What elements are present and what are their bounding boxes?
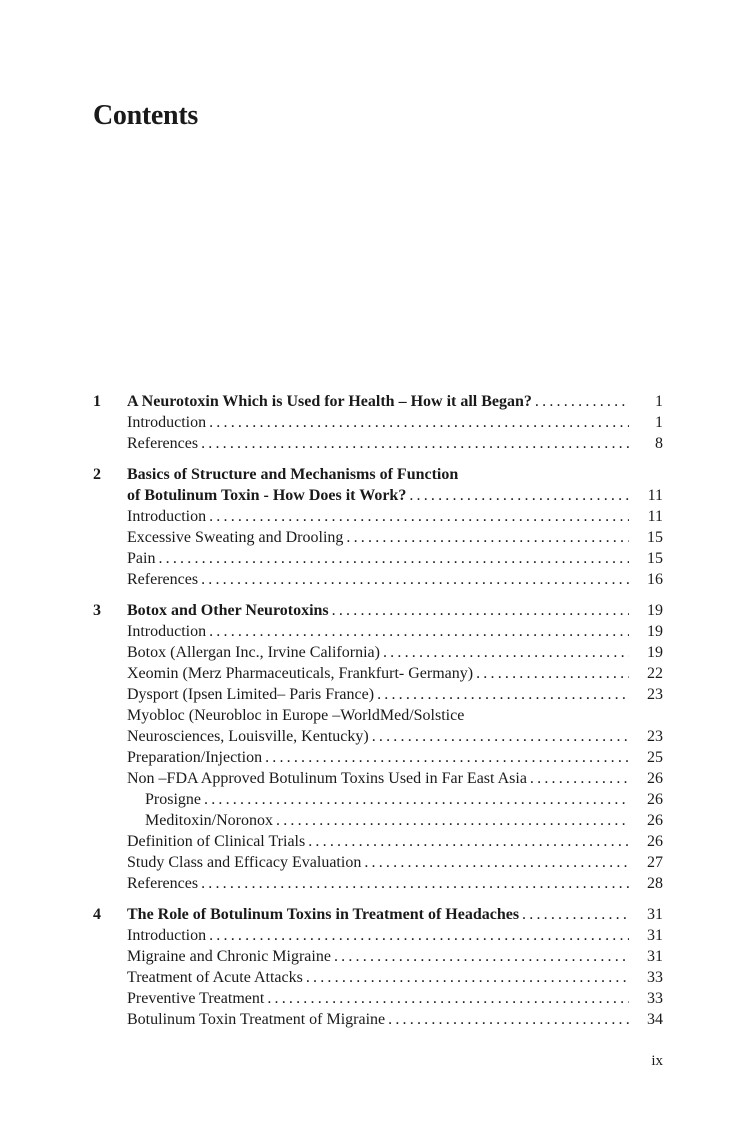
page-title: Contents [93, 100, 198, 131]
toc-entry-title: of Botulinum Toxin - How Does it Work? [127, 487, 407, 504]
toc-entry[interactable] [93, 527, 663, 548]
toc-entry-page: 15 [647, 550, 663, 567]
toc-entry[interactable] [93, 726, 663, 747]
toc-entry-title: Xeomin (Merz Pharmaceuticals, Frankfurt- Germany) [127, 665, 474, 682]
toc-entry[interactable] [93, 747, 663, 768]
toc-entry-title: Pain [127, 550, 156, 567]
toc-entry-page: 27 [647, 854, 663, 871]
toc-entry[interactable] [93, 967, 663, 988]
toc-entry-title: Excessive Sweating and Drooling [127, 529, 344, 546]
toc-entry-page: 11 [647, 487, 663, 504]
toc-entry-page: 22 [647, 665, 663, 682]
dot-leader [464, 705, 629, 726]
toc-entry-title: References [127, 435, 199, 452]
toc-chapter [93, 464, 663, 590]
toc-entry[interactable] [93, 433, 663, 454]
dot-leader [361, 852, 629, 873]
toc-entry[interactable] [93, 663, 663, 684]
toc-entry-title: Preventive Treatment [127, 990, 265, 1007]
toc-entry-title: Definition of Clinical Trials [127, 833, 306, 850]
dot-leader [519, 904, 629, 925]
toc-entry[interactable] [93, 852, 663, 873]
dot-leader [262, 747, 629, 768]
dot-leader [206, 412, 629, 433]
dot-leader [329, 600, 629, 621]
toc-entry-page: 11 [647, 508, 663, 525]
toc-entry-page [629, 705, 663, 726]
toc-entry[interactable] [93, 621, 663, 642]
toc-entry-title: Basics of Structure and Mechanisms of Function [127, 466, 459, 483]
dot-leader [380, 642, 629, 663]
toc-entry[interactable] [93, 391, 663, 412]
toc-entry-title: Introduction [127, 623, 207, 640]
dot-leader [198, 433, 629, 454]
dot-leader [331, 946, 629, 967]
dot-leader [374, 684, 629, 705]
dot-leader [532, 391, 629, 412]
toc-entry-title: Introduction [127, 508, 207, 525]
dot-leader [527, 768, 629, 789]
toc-entry-title: Meditoxin/Noronox [145, 812, 273, 829]
toc-entry-title: Introduction [127, 414, 207, 431]
toc-entry-title: Myobloc (Neurobloc in Europe –WorldMed/Solstice [127, 707, 465, 724]
toc-entry-page: 16 [647, 571, 663, 588]
dot-leader [206, 925, 629, 946]
table-of-contents [93, 391, 663, 1040]
dot-leader [155, 548, 629, 569]
dot-leader [201, 789, 629, 810]
toc-entry-page: 23 [647, 686, 663, 703]
chapter-number: 2 [93, 466, 101, 483]
toc-entry[interactable] [93, 810, 663, 831]
toc-entry-title: Botox (Allergan Inc., Irvine California) [127, 644, 380, 661]
toc-entry-page: 33 [647, 990, 663, 1007]
toc-entry-title: References [127, 875, 199, 892]
toc-chapter [93, 904, 663, 1030]
toc-entry[interactable] [93, 485, 663, 506]
toc-entry-page: 1 [655, 393, 663, 410]
toc-entry-title: Neurosciences, Louisville, Kentucky) [127, 728, 369, 745]
dot-leader [473, 663, 629, 684]
dot-leader [198, 873, 629, 894]
toc-entry-page: 25 [647, 749, 663, 766]
toc-entry-title: Migraine and Chronic Migraine [127, 948, 331, 965]
dot-leader [343, 527, 629, 548]
toc-entry[interactable] [93, 988, 663, 1009]
toc-entry[interactable] [93, 946, 663, 967]
toc-entry[interactable] [93, 684, 663, 705]
toc-entry-title: References [127, 571, 199, 588]
dot-leader [206, 506, 629, 527]
toc-entry-page: 31 [647, 906, 663, 923]
dot-leader [198, 569, 629, 590]
dot-leader [385, 1009, 629, 1030]
toc-entry-page: 1 [655, 414, 663, 431]
toc-entry-page: 26 [647, 812, 663, 829]
toc-entry-page: 26 [647, 770, 663, 787]
toc-entry-page: 19 [647, 623, 663, 640]
toc-entry[interactable] [93, 904, 663, 925]
toc-entry[interactable] [93, 789, 663, 810]
toc-entry-page: 28 [647, 875, 663, 892]
toc-entry[interactable] [93, 831, 663, 852]
toc-entry[interactable] [93, 506, 663, 527]
toc-entry-title: A Neurotoxin Which is Used for Health – How it all Began? [127, 393, 532, 410]
toc-entry-page: 15 [647, 529, 663, 546]
toc-entry[interactable] [93, 1009, 663, 1030]
toc-chapter [93, 391, 663, 454]
toc-entry-page: 31 [647, 927, 663, 944]
page-number: ix [651, 1053, 663, 1069]
toc-entry-page: 23 [647, 728, 663, 745]
toc-entry-title: Introduction [127, 927, 207, 944]
dot-leader [303, 967, 629, 988]
dot-leader [206, 621, 629, 642]
toc-entry-title: The Role of Botulinum Toxins in Treatment of Headaches [127, 906, 520, 923]
toc-entry-page: 19 [647, 644, 663, 661]
toc-entry-title: Study Class and Efficacy Evaluation [127, 854, 362, 871]
toc-entry[interactable] [93, 548, 663, 569]
chapter-number: 3 [93, 602, 101, 619]
toc-entry[interactable] [93, 705, 663, 726]
dot-leader [369, 726, 629, 747]
toc-entry-title: Treatment of Acute Attacks [127, 969, 303, 986]
toc-entry-page: 31 [647, 948, 663, 965]
toc-entry-page: 26 [647, 833, 663, 850]
toc-entry[interactable] [93, 412, 663, 433]
dot-leader [305, 831, 629, 852]
toc-entry-title: Botox and Other Neurotoxins [127, 602, 329, 619]
toc-entry-title: Non –FDA Approved Botulinum Toxins Used in Far East Asia [127, 770, 527, 787]
toc-entry-page: 8 [655, 435, 663, 452]
toc-entry-page: 26 [647, 791, 663, 808]
toc-entry-title: Prosigne [145, 791, 201, 808]
toc-entry[interactable] [93, 768, 663, 789]
toc-entry-page: 33 [647, 969, 663, 986]
toc-entry-title: Dysport (Ipsen Limited– Paris France) [127, 686, 375, 703]
toc-chapter [93, 600, 663, 894]
toc-entry[interactable] [93, 925, 663, 946]
chapter-number: 1 [93, 393, 101, 410]
dot-leader [406, 485, 629, 506]
toc-entry-title: Botulinum Toxin Treatment of Migraine [127, 1011, 386, 1028]
toc-entry[interactable] [93, 464, 663, 485]
toc-entry[interactable] [93, 569, 663, 590]
toc-entry[interactable] [93, 600, 663, 621]
dot-leader [458, 464, 629, 485]
toc-entry-page: 19 [647, 602, 663, 619]
toc-entry-page [629, 464, 663, 485]
toc-entry-page: 34 [647, 1011, 663, 1028]
toc-entry[interactable] [93, 873, 663, 894]
toc-entry[interactable] [93, 642, 663, 663]
dot-leader [264, 988, 629, 1009]
dot-leader [273, 810, 629, 831]
chapter-number: 4 [93, 906, 101, 923]
toc-entry-title: Preparation/Injection [127, 749, 263, 766]
